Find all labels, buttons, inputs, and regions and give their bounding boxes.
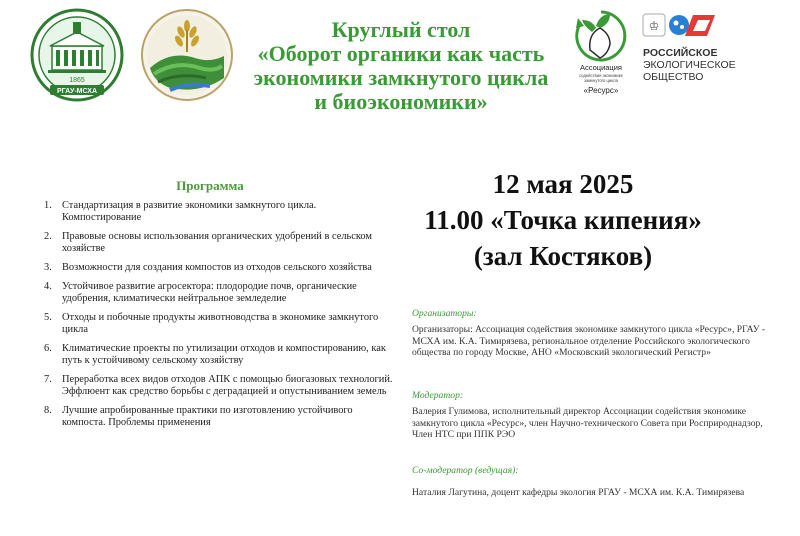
- title-line-2: «Оборот органики как часть: [257, 41, 545, 66]
- event-hall: (зал Костяков): [473, 241, 653, 271]
- resurs-line-4: «Ресурс»: [583, 86, 619, 95]
- resurs-association-logo: [570, 6, 632, 102]
- comoderator-label: Со-модератор (ведущая):: [412, 465, 519, 476]
- program-item-text: Правовые основы использования органических удобрений в сельском хозяйстве: [62, 231, 372, 255]
- moderator-label: Модератор:: [412, 390, 464, 401]
- program-item: [36, 231, 394, 256]
- resurs-line-1: Ассоциация: [580, 63, 622, 72]
- program-item-number: 5.: [44, 311, 52, 323]
- program-item: [36, 343, 394, 368]
- reo-line-3: ОБЩЕСТВО: [643, 71, 704, 83]
- event-date-place: [398, 166, 728, 274]
- rgau-name: РГАУ-МСХА: [56, 88, 98, 95]
- program-item-text: Климатические проекты по утилизации отходов и компостированию, как путь к устойчивому сельскому хозяйству: [62, 342, 386, 366]
- title-line-3: экономики замкнутого цикла: [253, 65, 549, 90]
- svg-text:♔: ♔: [648, 19, 660, 33]
- program-item: [36, 405, 394, 430]
- resurs-line-2: содействия экономике: [579, 73, 623, 78]
- event-title: [236, 18, 566, 114]
- program-item-number: 4.: [44, 280, 52, 292]
- moderator-text: Валерия Гулимова, исполнительный директор Ассоциации содействия экономике замкнутого цикла «Ресурс», член Научно-технического Совета при Росприроднадзор, Член НТС при ППК РЭО: [412, 406, 763, 440]
- title-line-4: и биоэкономики»: [314, 89, 488, 114]
- program-item-number: 6.: [44, 342, 52, 354]
- program-item-text: Переработка всех видов отходов АПК с помощью биогазовых технологий. Эффлюент как средство борьбы с деградацией и опустыниванием земель: [62, 373, 393, 397]
- program-item: [36, 374, 394, 399]
- event-date: 12 мая 2025: [492, 169, 634, 199]
- reo-emblem-icon: [643, 14, 715, 36]
- program-item-number: 8.: [44, 404, 52, 416]
- program-item-text: Отходы и побочные продукты животноводства в экономике замкнутого цикла: [62, 311, 379, 335]
- rgau-msha-logo: [30, 8, 124, 102]
- program-item: [36, 262, 394, 274]
- organizers-text: Организаторы: Ассоциация содействия экономике замкнутого цикла «Ресурс», РГАУ - МСХА им. К.А. Тимирязева, региональное отделение Российского экологического общества по городу Москве, АНО «Московский экологический Регистр»: [412, 324, 766, 358]
- resurs-line-3: замкнутого цикла: [584, 78, 618, 83]
- program-item-text: Возможности для создания компостов из отходов сельского хозяйства: [62, 262, 372, 273]
- program-item-number: 7.: [44, 373, 52, 385]
- program-item-text: Лучшие апробированные практики по изготовлению устойчивого компоста. Проблемы применения: [62, 404, 353, 428]
- program-item-text: Устойчивое развитие агросектора: плодородие почв, органические удобрения, климатически нейтральное земледелие: [62, 280, 357, 304]
- program-item: [36, 281, 394, 306]
- program-item-text: Стандартизация в развитие экономики замкнутого цикла. Компостирование: [62, 200, 317, 224]
- program-item-number: 1.: [44, 200, 52, 211]
- program-item-number: 3.: [44, 262, 52, 273]
- program-item: [36, 200, 394, 225]
- program-list: [36, 200, 394, 436]
- rgau-year: 1865: [69, 77, 85, 84]
- organizers-label: Организаторы:: [412, 308, 477, 319]
- comoderator-text: Наталия Лагутина, доцент кафедры экология РГАУ - МСХА им. К.А. Тимирязева: [412, 487, 745, 498]
- event-time-place: 11.00 «Точка кипения»: [424, 205, 702, 235]
- reo-logo: [641, 10, 751, 90]
- reo-line-2: ЭКОЛОГИЧЕСКОЕ: [643, 59, 736, 71]
- title-line-1: Круглый стол: [331, 17, 471, 42]
- program-item-number: 2.: [44, 231, 52, 242]
- program-heading: Программа: [176, 178, 244, 193]
- agro-logo: [140, 8, 234, 102]
- program-item: [36, 312, 394, 337]
- reo-line-1: РОССИЙСКОЕ: [643, 47, 718, 59]
